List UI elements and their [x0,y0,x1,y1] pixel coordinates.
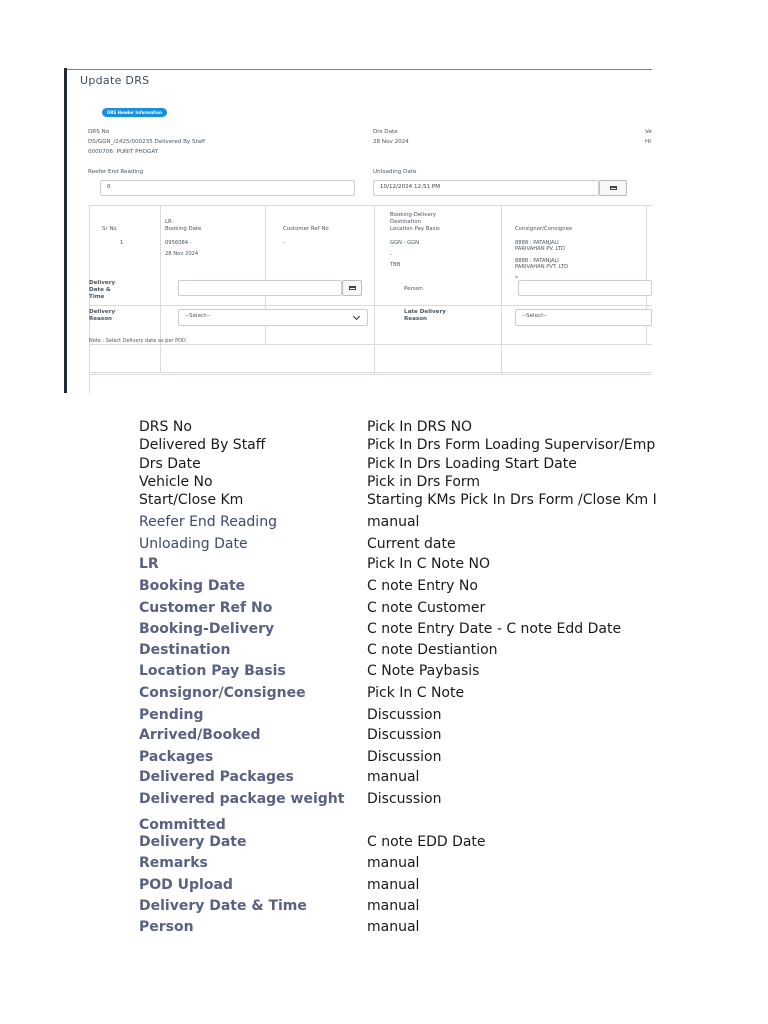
map-field: Location Pay Basis [139,663,286,679]
header-lr: LR [165,219,172,225]
map-source: Discussion [367,749,442,765]
left-border [64,68,67,393]
delivery-reason-label-1: Delivery [89,309,116,315]
map-source: C note Entry No [367,578,478,594]
vehicle-value: HI [645,139,651,145]
map-source: Discussion [367,791,442,807]
map-source: C note Entry Date - C note Edd Date [367,621,622,637]
table-header-line [89,305,652,306]
cell-lr[interactable]: 0956084 - [165,240,192,246]
map-field: Booking-Delivery [139,621,275,637]
map-source: Discussion [367,727,442,743]
map-field: Consignor/Consignee [139,685,306,701]
table-row-line [89,344,652,345]
map-field: Unloading Date [139,536,248,552]
calendar-icon [610,186,617,190]
map-field: Remarks [139,855,208,871]
map-source: manual [367,898,420,914]
map-source: Discussion [367,707,442,723]
map-source: manual [367,919,420,935]
map-source: Pick In DRS NO [367,419,473,435]
drs-date-value: 28 Nov 2024 [373,139,409,145]
map-field: Reefer End Reading [139,514,277,530]
map-field: Vehicle No [139,474,213,490]
cell-dash: - [390,252,392,258]
map-field: Pending [139,707,204,723]
map-source: manual [367,514,420,530]
drs-date-label: Drs Date [373,129,398,135]
map-field: LR [139,556,159,572]
map-source: manual [367,855,420,871]
map-source: Pick In Drs Loading Start Date [367,456,577,472]
header-location-pay-basis: Location Pay Basis [390,226,440,232]
map-field: Delivered By Staff [139,437,266,453]
header-booking-date: Booking Date [165,226,202,232]
map-field: Delivery Date [139,834,247,850]
table-top-line [89,205,652,206]
unloading-calendar-button[interactable] [599,180,627,196]
person-label: Person [404,286,423,292]
late-delivery-label-2: Reason [404,316,428,322]
required-mark: * [515,275,518,282]
cell-customer-ref: - [283,240,285,246]
table-col-line [501,205,502,374]
late-delivery-select[interactable]: --Select-- [515,309,652,326]
unloading-label: Unloading Date [373,169,417,175]
header-destination: Destination [390,219,421,225]
late-delivery-label-1: Late Delivery [404,309,446,315]
reefer-input[interactable]: 0 [100,180,355,196]
delivery-datetime-label-3: Time [89,294,105,300]
map-source: Starting KMs Pick In Drs Form /Close Km I [367,492,657,508]
table-bottom-line [89,374,652,375]
map-source: Pick in Drs Form [367,474,481,490]
map-source: Pick In C Note NO [367,556,491,572]
cell-consignor-1: 8888 : PATANJALI [515,240,559,246]
map-field: POD Upload [139,877,233,893]
update-drs-screenshot [64,68,652,393]
map-field: Delivery Date & Time [139,898,307,914]
cell-sr: 1 [120,240,124,246]
table-col-line [374,205,375,374]
drs-no-label: DRS No [88,129,110,135]
map-field: Destination [139,642,231,658]
map-source: Current date [367,536,456,552]
table-col-line [160,205,161,372]
note-text: Note : Select Delivery date as per POD [89,338,186,344]
drs-no-value: DS/GGN_/2425/000235 Delivered By Staff [88,139,206,145]
vehicle-label: Ve [645,129,652,135]
map-field: Arrived/Booked [139,727,261,743]
header-consignor: Consignor/Consignee [515,226,573,232]
map-field: Person [139,919,194,935]
cell-consignee-1: 8888 : PATANJALI [515,258,559,264]
map-source: manual [367,877,420,893]
chevron-down-icon [353,313,360,320]
map-source: C note EDD Date [367,834,486,850]
map-field: Committed [139,817,226,833]
page-title: Update DRS [80,74,150,87]
delivery-datetime-input[interactable] [178,280,342,296]
unloading-date-input[interactable]: 10/12/2024 12:51 PM [373,180,599,196]
map-field: DRS No [139,419,192,435]
map-source: C Note Paybasis [367,663,480,679]
header-sr-no: Sr No [102,226,117,232]
map-source: C note Destiantion [367,642,498,658]
map-source: Pick In C Note [367,685,465,701]
cell-booking-date: 28 Nov 2024 [165,251,199,257]
table-row-line [89,372,652,373]
cell-consignee-2: PARIVAHAN PVT. LTD [515,264,569,270]
cell-consignor-2: PARIVAHAN PV. LTD [515,246,565,252]
map-source: manual [367,769,420,785]
delivery-calendar-button[interactable] [342,280,362,296]
delivered-by-value: 0000706: PUNIT PHOGAT [88,149,159,155]
top-border [67,69,652,70]
person-input[interactable] [518,280,652,296]
delivery-datetime-label-2: Date & [89,287,111,293]
map-field: Drs Date [139,456,201,472]
map-field: Delivered package weight [139,791,345,807]
drs-header-badge: DRS Header Information [102,108,167,117]
map-field: Start/Close Km [139,492,244,508]
cell-route: GGN - GGN [390,240,420,246]
map-field: Delivered Packages [139,769,294,785]
map-field: Customer Ref No [139,600,273,616]
calendar-icon [349,286,356,290]
map-source: Pick In Drs Form Loading Supervisor/Emp [367,437,656,453]
delivery-reason-select[interactable]: --Select-- [178,309,368,326]
cell-paybasis: TBB [390,262,401,268]
delivery-datetime-label-1: Delivery [89,280,116,286]
header-customer-ref: Customer Ref No [283,226,329,232]
reefer-label: Reefer End Reading [88,169,144,175]
map-source: C note Customer [367,600,486,616]
map-field: Packages [139,749,214,765]
header-booking-delivery: Booking-Delivery [390,212,437,218]
map-field: Booking Date [139,578,246,594]
delivery-reason-label-2: Reason [89,316,113,322]
